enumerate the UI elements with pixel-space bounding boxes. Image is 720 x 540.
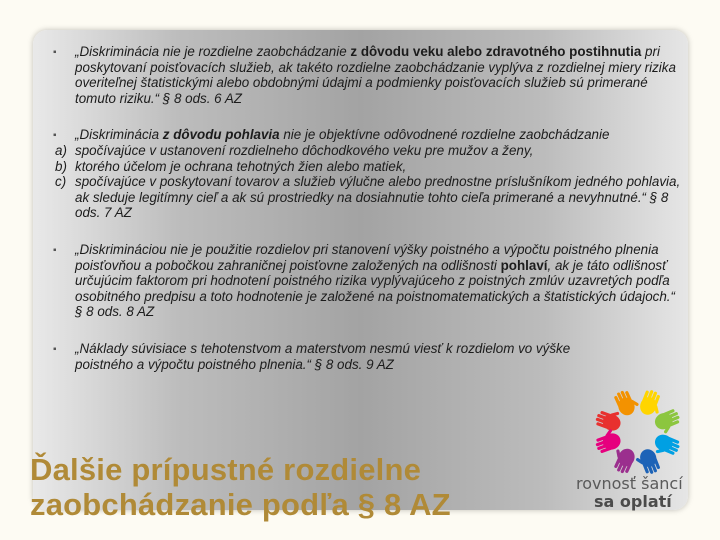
- sub-label: c): [55, 174, 67, 190]
- sub-item-a: [45, 143, 685, 159]
- sub-item-b: [45, 159, 685, 175]
- slide-title: [30, 452, 451, 522]
- bullet-item: [45, 242, 685, 320]
- title-line-1: Ďalšie prípustné rozdielne: [30, 452, 422, 487]
- slide-body: [45, 44, 685, 393]
- bullet-item: [45, 127, 685, 221]
- sub-item-c: [45, 174, 685, 221]
- item3-bold: pohlaví: [500, 257, 548, 273]
- item2-bold: z dôvodu pohlavia: [162, 127, 280, 143]
- sub-text: ktorého účelom je ochrana tehotných žien alebo matiek,: [75, 158, 407, 174]
- item4-text: „Náklady súvisiace s tehotenstvom a materstvom nesmú viesť k rozdielom vo výške poistného a výpočtu poistného plnenia.“ § 8 ods. 9 AZ: [75, 340, 571, 372]
- sub-label: b): [55, 158, 67, 174]
- sub-text: spočívajúce v ustanovení rozdielneho dôchodkového veku pre mužov a ženy,: [75, 142, 534, 158]
- item2-head: [45, 127, 685, 143]
- logo-text-line1: rovnosť šancí: [576, 474, 683, 493]
- item3-text: „Diskrimináciou nie je použitie rozdielov pri stanovení výšky poistného a výpočtu poistného plnenia poisťovňou a pobočkou zahraničnej poisťovne založených na odlišnosti: [75, 241, 659, 273]
- bullet-item: [45, 341, 685, 372]
- item3-text-end: , ak je táto odlišnosť určujúcim faktorom pri hodnotení poistného rizika vyplývajúceho z poistných zmlúv uzavretých podľa osobitného predpisu a toto hodnotenie je založené na poistnomatematických a štatistických údajoch.“ § 8 ods. 8 AZ: [75, 257, 675, 320]
- item1-text-end: pri poskytovaní poisťovacích služieb, ak takéto rozdielne zaobchádzanie vyplýva z rozdielnej miery rizika overiteľnej štatistickými alebo obdobnými údajmi a podmienky poisťovacích služieb sú primerané tomuto riziku.“ § 8 ods. 6 AZ: [75, 44, 676, 106]
- item2-text-end: nie je objektívne odôvodnené rozdielne zaobchádzanie: [279, 127, 610, 143]
- sub-text: spočívajúce v poskytovaní tovarov a služieb výlučne alebo prednostne príslušníkom jedného pohlavia, ak sleduje legitímny cieľ a ak sú prostriedky na dosiahnutie tohto cieľa primerané a nevyhnutné.“ § 8 ods. 7 AZ: [75, 174, 681, 221]
- sub-label: a): [55, 142, 67, 158]
- logo-text-line2: sa oplatí: [594, 492, 672, 511]
- item1-text: „Diskriminácia nie je rozdielne zaobchádzanie: [75, 44, 351, 59]
- bullet-item: [45, 44, 685, 106]
- item2-text: „Diskriminácia: [75, 127, 163, 143]
- item1-bold: z dôvodu veku alebo zdravotného postihnutia: [350, 44, 642, 59]
- bullet-mark-icon: ▪: [53, 244, 57, 256]
- bullet-mark-icon: ▪: [53, 47, 57, 58]
- bullet-mark-icon: ▪: [53, 130, 57, 142]
- bullet-mark-icon: ▪: [53, 343, 57, 355]
- title-line-2: zaobchádzanie podľa § 8 AZ: [30, 487, 451, 522]
